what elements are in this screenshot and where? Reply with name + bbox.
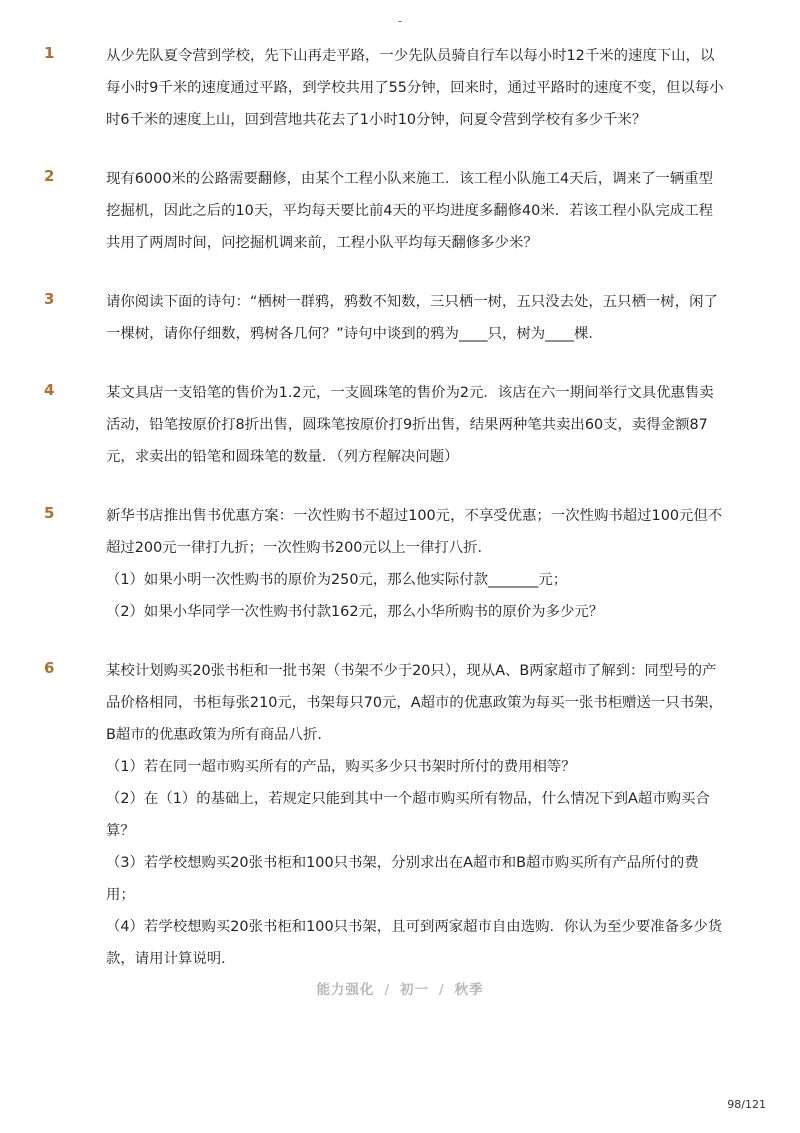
problem-paragraph: 从少先队夏令营到学校，先下山再走平路，一少先队员骑自行车以每小时12千米的速度下山，以每小时9千米的速度通过平路，到学校共用了55分钟，回来时，通过平路时的速度不变，但以每小时6千米的速度上山，回到营地共花去了1小时10分钟，问夏令营到学校有多少千米？: [106, 48, 724, 128]
footer-part: 能力强化: [316, 982, 375, 998]
problem-4: [0, 377, 800, 473]
problem-paragraph: 新华书店推出售书优惠方案：一次性购书不超过100元，不享受优惠；一次性购书超过100元但不超过200元一律打九折；一次性购书200元以上一律打八折．: [106, 508, 723, 556]
problem-paragraph: 某校计划购买20张书柜和一批书架（书架不少于20只），现从A、B两家超市了解到：同型号的产品价格相同，书柜每张210元，书架每只70元，A超市的优惠政策为每买一张书柜赠送一只书架，B超市的优惠政策为所有商品八折．: [106, 663, 723, 743]
problem-paragraph: 现有6000米的公路需要翻修，由某个工程小队来施工．该工程小队施工4天后，调来了一辆重型挖掘机，因此之后的10天，平均每天要比前4天的平均进度多翻修40米．若该工程小队完成工程共用了两周时间，问挖掘机调来前，工程小队平均每天翻修多少米？: [106, 171, 714, 251]
problem-text: [106, 40, 726, 136]
problem-number: 2: [44, 167, 55, 185]
problem-number: 4: [44, 381, 55, 399]
problem-subquestion: （1）若在同一超市购买所有的产品，购买多少只书架时所付的费用相等？: [106, 759, 576, 775]
problem-subquestion: （3）若学校想购买20张书柜和100只书架，分别求出在A超市和B超市购买所有产品所付的费用；: [106, 855, 699, 903]
footer-label: [0, 978, 800, 998]
problem-3: [0, 286, 800, 350]
problem-number: 5: [44, 504, 55, 522]
footer-separator: /: [439, 982, 445, 998]
problem-paragraph: 请你阅读下面的诗句：“栖树一群鸦，鸦数不知数，三只栖一树，五只没去处，五只栖一树，闲了一棵树，请你仔细数，鸦树各几何？”诗句中谈到的鸦为____只，树为____棵．: [106, 294, 718, 342]
problem-paragraph: 某文具店一支铅笔的售价为1.2元，一支圆珠笔的售价为2元．该店在六一期间举行文具优惠售卖活动，铅笔按原价打8折出售，圆珠笔按原价打9折出售，结果两种笔共卖出60支，卖得金额87元，求卖出的铅笔和圆珠笔的数量．（列方程解决问题）: [106, 385, 714, 465]
problem-text: [106, 500, 726, 628]
problem-number: 1: [44, 44, 55, 62]
problem-5: [0, 500, 800, 628]
problem-subquestion: （2）如果小华同学一次性购书付款162元，那么小华所购书的原价为多少元？: [106, 604, 604, 620]
problem-list: [0, 40, 800, 1002]
problem-text: [106, 655, 726, 975]
problem-subquestion: （2）在（1）的基础上，若规定只能到其中一个超市购买所有物品，什么情况下到A超市购买合算？: [106, 791, 710, 839]
problem-number: 3: [44, 290, 55, 308]
footer-separator: /: [384, 982, 390, 998]
footer-part: 秋季: [454, 982, 484, 998]
problem-1: [0, 40, 800, 136]
page-number: 98/121: [727, 1098, 766, 1111]
problem-subquestion: （4）若学校想购买20张书柜和100只书架，且可到两家超市自由选购．你认为至少要准备多少货款，请用计算说明．: [106, 919, 723, 967]
problem-text: [106, 286, 726, 350]
problem-6: [0, 655, 800, 975]
problem-subquestion: （1）如果小明一次性购书的原价为250元，那么他实际付款_______元；: [106, 572, 568, 588]
problem-text: [106, 377, 726, 473]
problem-2: [0, 163, 800, 259]
header-mark: -: [397, 14, 403, 28]
problem-text: [106, 163, 726, 259]
footer-part: 初一: [400, 982, 429, 998]
problem-number: 6: [44, 659, 55, 677]
